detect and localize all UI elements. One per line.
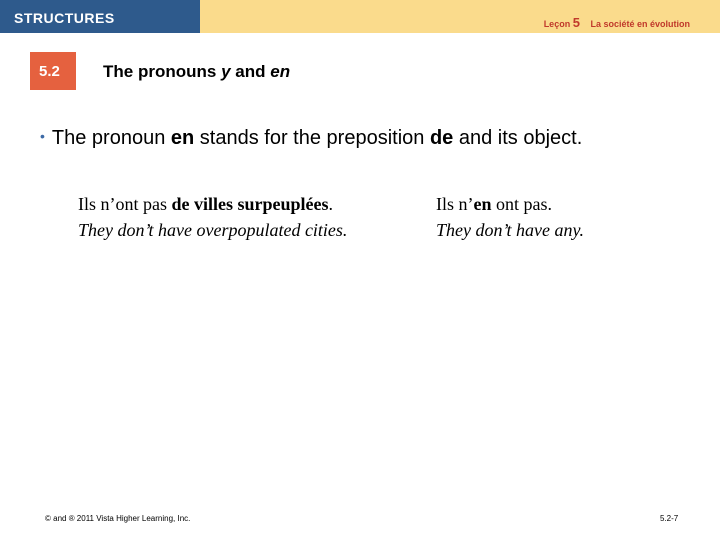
example-1-french bbox=[78, 191, 347, 217]
bullet-bold-de: de bbox=[429, 127, 454, 149]
example-2-french-pre: Ils n’ bbox=[436, 194, 474, 214]
lesson-title: La société en évolution bbox=[590, 19, 690, 29]
header-banner bbox=[0, 0, 720, 33]
banner-brand-area bbox=[0, 0, 200, 33]
section-title-prefix: The pronouns bbox=[103, 62, 217, 81]
page-number: 5.2-7 bbox=[660, 514, 679, 523]
section-title-en: en bbox=[270, 62, 291, 81]
example-2-french-post: ont pas. bbox=[496, 194, 552, 214]
section-number-badge bbox=[30, 52, 76, 90]
example-1-french-post: . bbox=[328, 194, 334, 214]
brand-label: STRUCTURES bbox=[14, 10, 115, 26]
section-title-and: and bbox=[235, 62, 266, 81]
example-2 bbox=[436, 191, 584, 243]
lesson-label bbox=[544, 15, 690, 30]
example-1-french-bold: de villes surpeuplées bbox=[171, 194, 329, 214]
example-2-french-bold: en bbox=[473, 194, 492, 214]
example-1 bbox=[78, 191, 347, 243]
lesson-number: 5 bbox=[572, 15, 580, 30]
lesson-prefix: Leçon bbox=[543, 19, 571, 29]
section-title bbox=[103, 62, 290, 82]
example-1-english: They don’t have overpopulated cities. bbox=[78, 220, 348, 240]
example-2-english: They don’t have any. bbox=[436, 220, 584, 240]
bullet-text-3: and its object. bbox=[458, 127, 583, 149]
bullet-point bbox=[40, 127, 582, 150]
copyright-footer: © and ® 2011 Vista Higher Learning, Inc. bbox=[45, 514, 191, 523]
section-title-y: y bbox=[221, 62, 231, 81]
bullet-text-1: The pronoun bbox=[51, 127, 166, 149]
example-2-french bbox=[436, 191, 584, 217]
bullet-bold-en: en bbox=[170, 127, 195, 149]
bullet-icon: • bbox=[40, 128, 45, 144]
bullet-text-2: stands for the preposition bbox=[199, 127, 425, 149]
example-1-french-pre: Ils n’ont pas bbox=[78, 194, 167, 214]
section-number: 5.2 bbox=[39, 63, 60, 80]
banner-lesson-area bbox=[200, 0, 720, 33]
